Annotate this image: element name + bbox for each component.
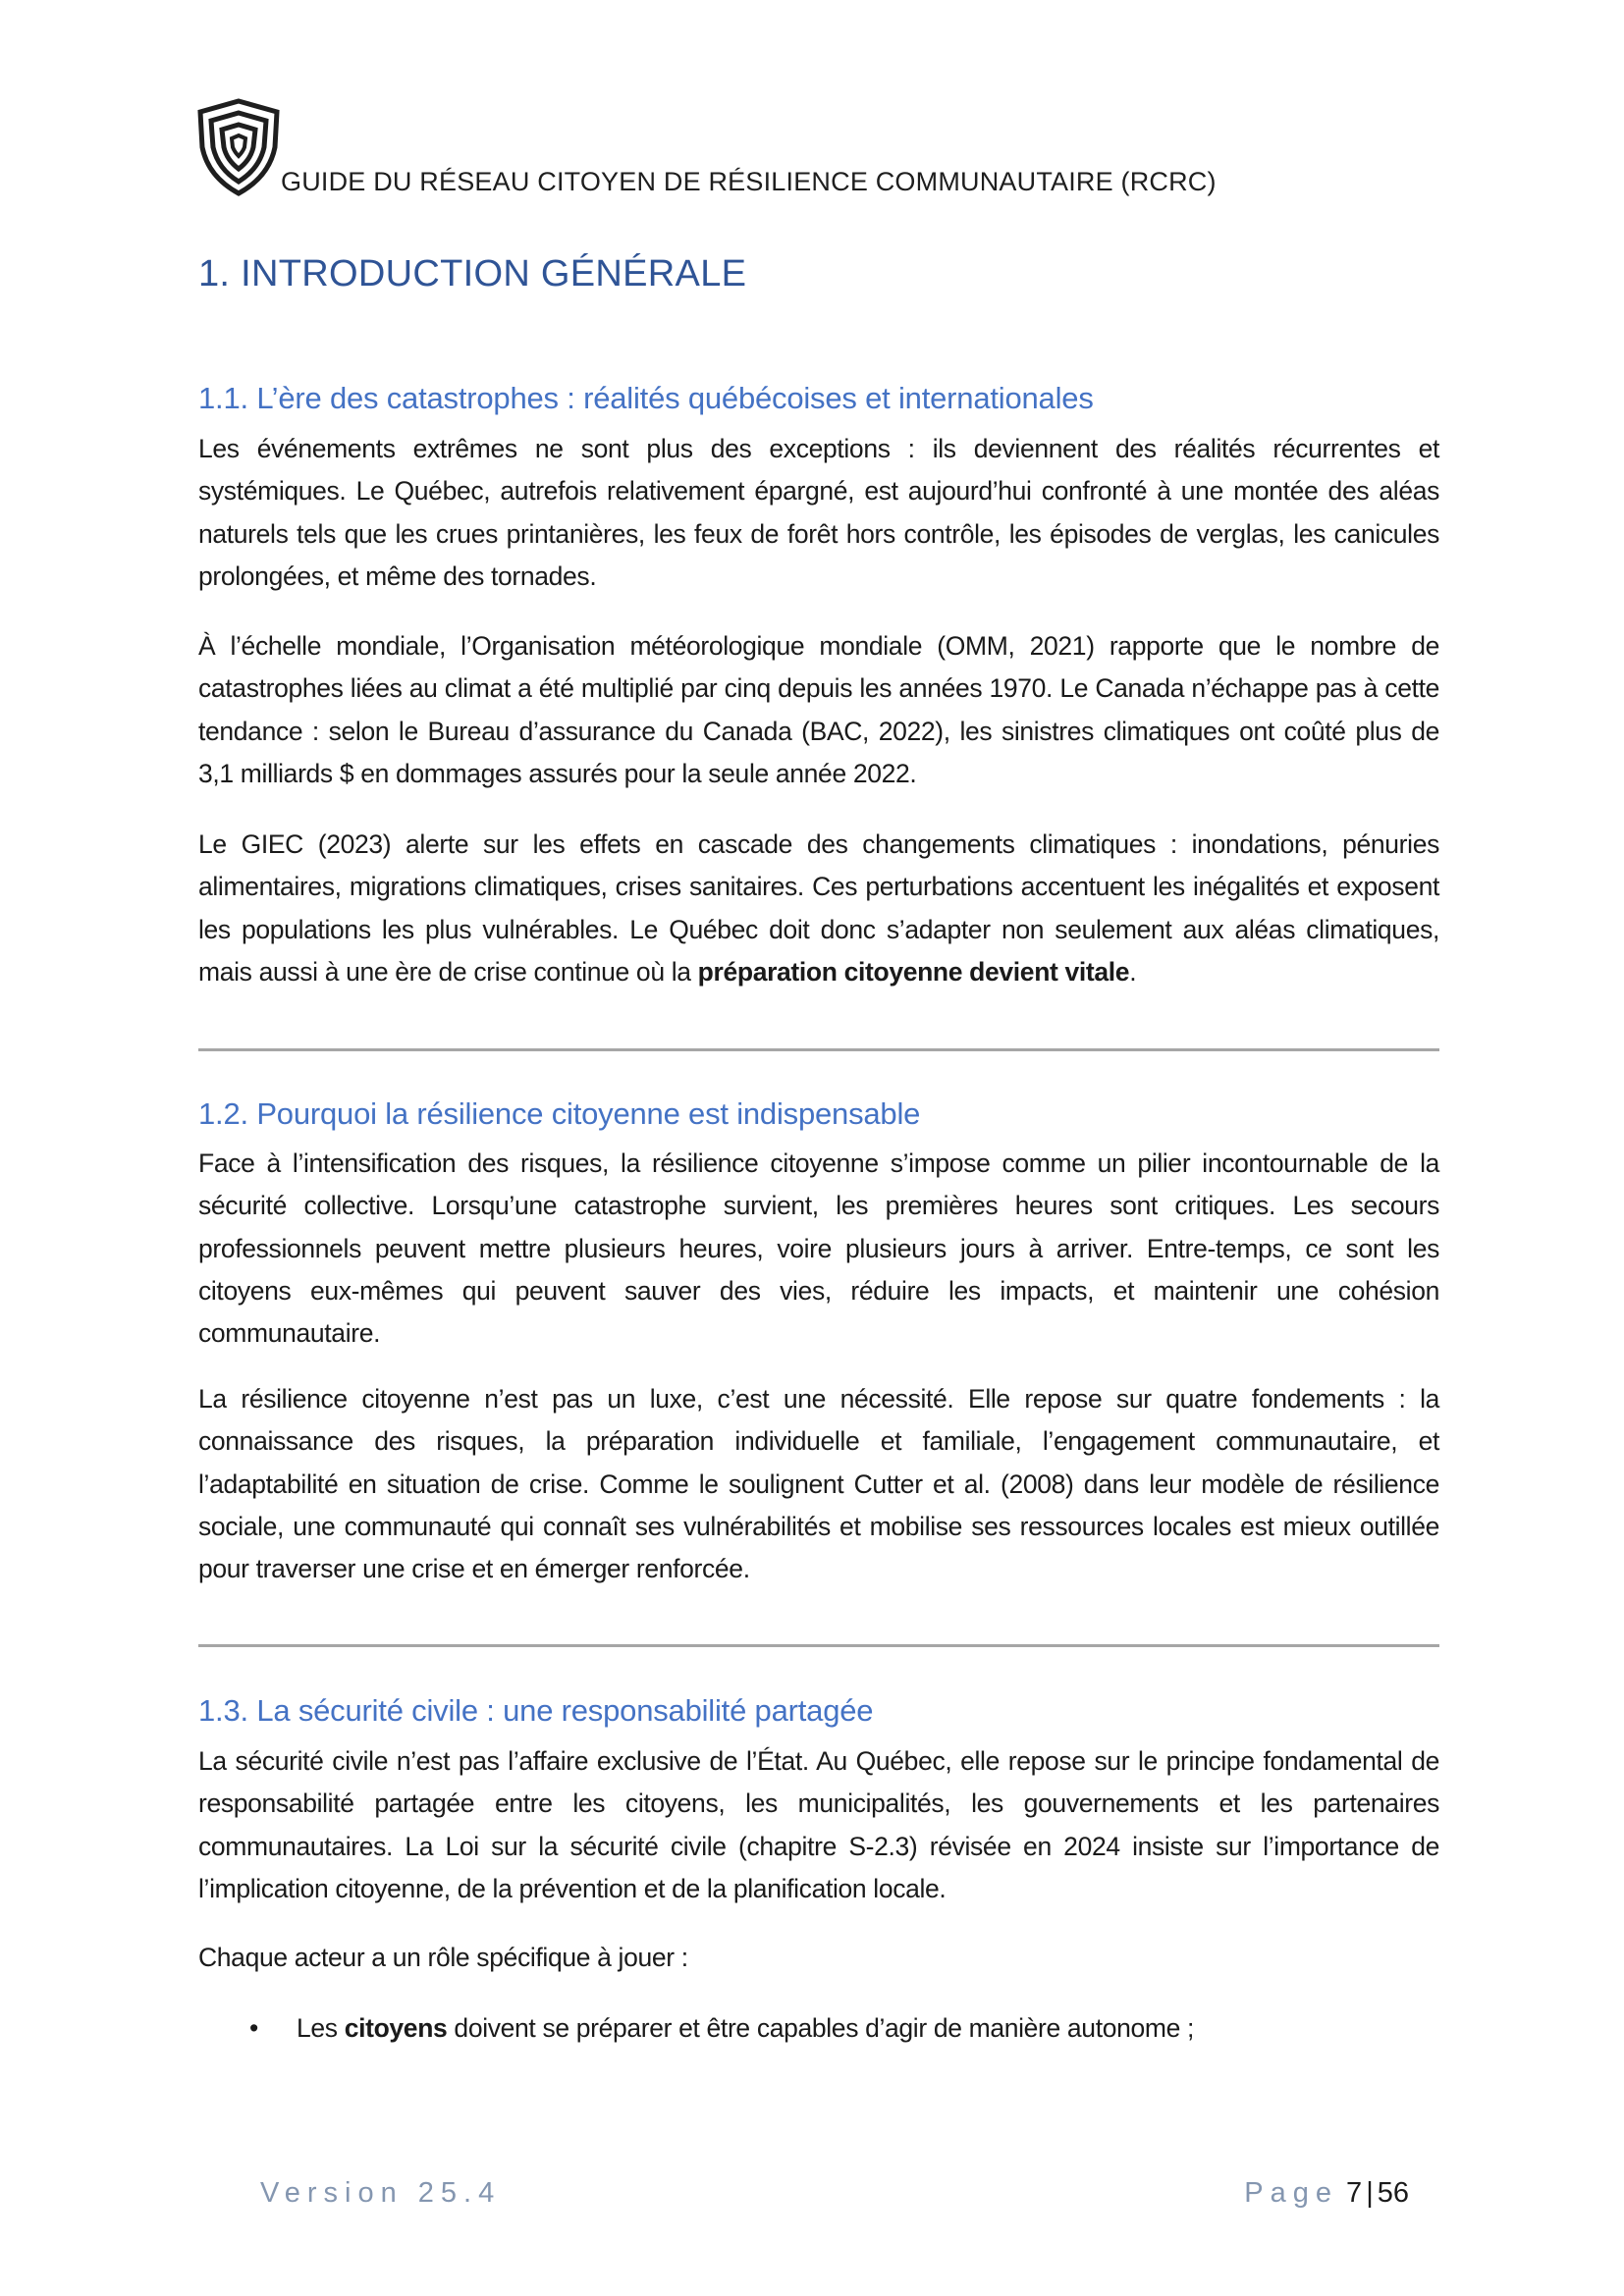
paragraph-text: Le GIEC (2023) alerte sur les effets en cascade des changements climatiques : inondations, pénuries alimentaires, migrations climatiques, crises sanitaires. Ces perturbations accentuent les inégalités et exposent les populations les plus vulnérables. Le Québec doit donc s’adapter non seulement aux aléas climatiques, mais aussi à une ère de crise continue où la [198,829,1439,987]
page-total: 56 [1377,2177,1409,2209]
bullet-icon: • [249,2013,258,2043]
page-footer [260,2177,1409,2226]
paragraph: La résilience citoyenne n’est pas un luxe, c’est une nécessité. Elle repose sur quatre fondements : la connaissance des risques, la préparation individuelle et familiale, l’engagement communautaire, et l’adaptabilité en situation de crise. Comme le soulignent Cutter et al. (2008) dans leur modèle de résilience sociale, une communauté qui connaît ses vulnérabilités et mobilise ses ressources locales est mieux outillée pour traverser une crise et en émerger renforcée. [198,1384,1439,1584]
paragraph-text: . [1129,956,1137,987]
page-label: Page [1244,2177,1338,2209]
emphasis-text: citoyens [344,2013,448,2043]
page-indicator [1244,2177,1409,2210]
page-separator: | [1366,2177,1374,2209]
shield-logo-icon [196,98,281,196]
paragraph: Chaque acteur a un rôle spécifique à jouer : [198,1943,688,1972]
paragraph: À l’échelle mondiale, l’Organisation météorologique mondiale (OMM, 2021) rapporte que le nombre de catastrophes liées au climat a été multiplié par cinq depuis les années 1970. Le Canada n’échappe pas à cette tendance : selon le Bureau d’assurance du Canada (BAC, 2022), les sinistres climatiques ont coûté plus de 3,1 milliards $ en dommages assurés pour la seule année 2022. [198,631,1439,788]
list-text: Les [297,2013,345,2043]
emphasis-text: préparation citoyenne devient vitale [697,956,1130,987]
page-number: 7 [1346,2177,1363,2209]
paragraph: La sécurité civile n’est pas l’affaire exclusive de l’État. Au Québec, elle repose sur le principe fondamental de responsabilité partagée entre les citoyens, les municipalités, les gouvernements et les partenaires communautaires. La Loi sur la sécurité civile (chapitre S-2.3) révisée en 2024 insiste sur l’importance de l’implication citoyenne, de la prévention et de la planification locale. [198,1746,1439,1903]
list-text: doivent se préparer et être capables d’agir de manière autonome ; [447,2013,1195,2043]
section-heading-1-1: 1.1. L’ère des catastrophes : réalités québécoises et internationales [198,381,1094,415]
paragraph: Face à l’intensification des risques, la résilience citoyenne s’impose comme un pilier incontournable de la sécurité collective. Lorsqu’une catastrophe survient, les premières heures sont critiques. Les secours professionnels peuvent mettre plusieurs heures, voire plusieurs jours à arriver. Entre-temps, ce sont les citoyens eux-mêmes qui peuvent sauver des vies, réduire les impacts, et maintenir une cohésion communautaire. [198,1148,1439,1349]
section-heading-1-3: 1.3. La sécurité civile : une responsabilité partagée [198,1693,874,1728]
version-label: Version 25.4 [260,2177,502,2209]
chapter-title: 1. INTRODUCTION GÉNÉRALE [198,253,747,294]
paragraph [198,824,1439,993]
paragraph: Les événements extrêmes ne sont plus des exceptions : ils deviennent des réalités récurrentes et systémiques. Le Québec, autrefois relativement épargné, est aujourd’hui confronté à une montée des aléas naturels tels que les crues printanières, les feux de forêt hors contrôle, les épisodes de verglas, les canicules prolongées, et même des tornades. [198,434,1439,591]
section-heading-1-2: 1.2. Pourquoi la résilience citoyenne est indispensable [198,1096,921,1131]
page-header [196,98,1473,206]
document-header-title: GUIDE DU RÉSEAU CITOYEN DE RÉSILIENCE COMMUNAUTAIRE (RCRC) [281,167,1217,196]
list-item-text [297,2007,1194,2050]
section-divider [198,1048,1439,1051]
section-divider [198,1644,1439,1647]
